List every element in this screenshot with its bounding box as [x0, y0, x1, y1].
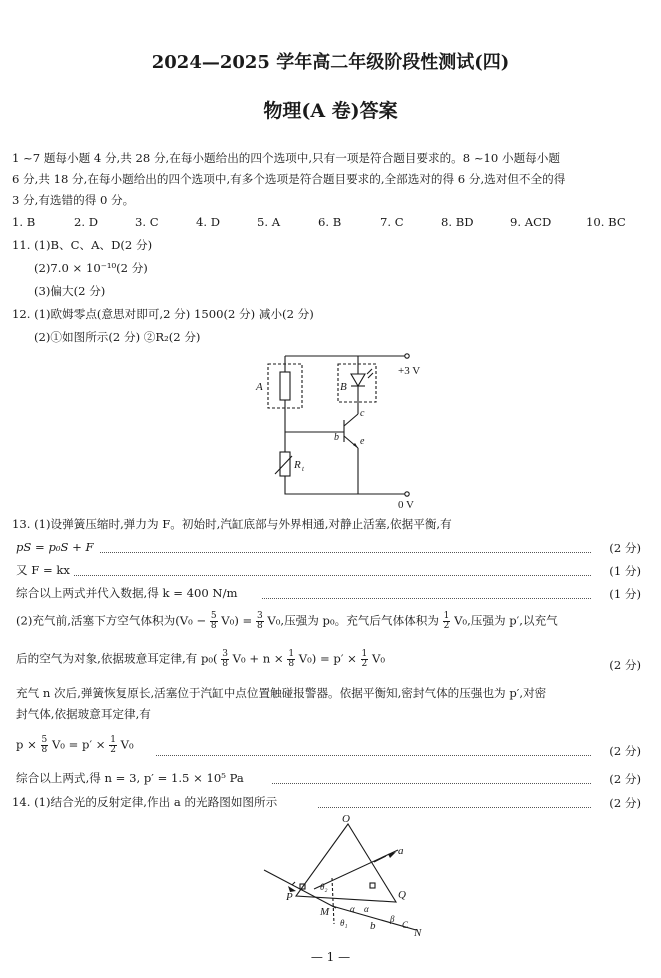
answer-7: 7. C [380, 215, 404, 229]
q13-line-9 [16, 736, 134, 755]
points-q13-boyle2: (2 分) [609, 744, 641, 758]
page-title: 2024—2025 学年高二年级阶段性测试(四) [151, 52, 510, 73]
leader-dots [272, 782, 591, 784]
circuit-label-0v: 0 V [398, 499, 414, 508]
answer-3: 3. C [135, 215, 159, 229]
q11-part1: 11. (1)B、C、A、D(2 分) [12, 238, 153, 252]
answer-6: 6. B [318, 215, 342, 229]
optics-label-c: C [402, 920, 409, 930]
q13-l5-a: (2)充气前,活塞下方空气体积为(V₀ − [16, 613, 207, 628]
optics-label-theta2: θ₂ [320, 882, 328, 892]
intro-line-3: 3 分,有选错的得 0 分。 [12, 193, 135, 207]
optics-label-o: O [342, 813, 350, 825]
fraction-1-2: $\frac{1}{2}$ [361, 649, 368, 669]
optics-label-theta1: θ₁ [340, 918, 348, 928]
fraction-1-2: $\frac{1}{2}$ [110, 735, 116, 755]
optics-label-m: M [320, 906, 330, 918]
leader-dots [156, 754, 591, 756]
circuit-label-base: b [334, 432, 339, 443]
answer-9: 9. ACD [510, 215, 552, 229]
answer-10: 10. BC [586, 215, 626, 229]
q13-line-6 [16, 650, 385, 669]
points-q13-result2: (2 分) [609, 772, 641, 786]
leader-dots [74, 574, 591, 576]
fraction-5-8: $\frac{5}{8}$ [210, 611, 217, 631]
points-q13-eq2: (1 分) [609, 564, 641, 578]
q12-part1: 12. (1)欧姆零点(意思对即可,2 分) 1500(2 分) 减小(2 分) [12, 307, 314, 321]
page-subtitle: 物理(A 卷)答案 [263, 100, 398, 122]
q13-l5-d: V₀,压强为 p′,以充气 [454, 613, 558, 628]
circuit-label-r: R [294, 459, 301, 471]
q13-l6-d: V₀ [371, 651, 385, 666]
leader-dots [262, 597, 591, 599]
circuit-label-3v: +3 V [398, 365, 421, 377]
fraction-3-8: $\frac{3}{8}$ [222, 649, 228, 669]
q13-line-2: pS = p₀S + F [16, 540, 94, 554]
points-q13-eq1: (2 分) [609, 541, 641, 555]
fraction-5-8: $\frac{5}{8}$ [41, 735, 48, 755]
points-q13-boyle1: (2 分) [609, 658, 641, 672]
q13-line-4: 综合以上两式并代入数据,得 k = 400 N/m [16, 586, 238, 600]
optics-label-alpha: α [350, 904, 355, 914]
q11-part3: (3)偏大(2 分) [34, 284, 106, 298]
circuit-label-c: c [360, 408, 365, 419]
q13-l9-a: p × [16, 737, 37, 752]
q13-l6-c: V₀) = p′ × [298, 651, 357, 666]
circuit-diagram [240, 348, 440, 508]
q13-l5-b: V₀) = [221, 613, 253, 628]
circuit-label-a: A [256, 381, 263, 393]
fraction-1-2: $\frac{1}{2}$ [443, 611, 450, 631]
leader-dots [100, 551, 591, 553]
q13-l9-b: V₀ = p′ × [51, 737, 106, 752]
fraction-3-8: $\frac{3}{8}$ [256, 611, 263, 631]
circuit-label-r-sub: t [302, 465, 304, 473]
circuit-label-b: B [340, 381, 347, 393]
q13-line-7: 充气 n 次后,弹簧恢复原长,活塞位于汽缸中点位置触碰报警器。依据平衡知,密封气体的压强也为 p′,对密 [16, 686, 547, 700]
q13-line-10: 综合以上两式,得 n = 3, p′ = 1.5 × 10⁵ Pa [16, 771, 244, 785]
page-number: — 1 — [310, 950, 351, 964]
q13-line-1: 13. (1)设弹簧压缩时,弹力为 F。初始时,汽缸底部与外界相通,对静止活塞,依据平衡,有 [12, 517, 452, 531]
fraction-1-8: $\frac{1}{8}$ [288, 649, 295, 669]
q13-line-5 [16, 612, 558, 631]
q13-l6-b: V₀ + n × [232, 651, 284, 666]
optics-label-a: a [398, 845, 404, 857]
optics-label-alpha-2: α [364, 904, 369, 914]
q13-l9-c: V₀ [120, 737, 134, 752]
optics-label-p: P [286, 891, 293, 903]
answer-8: 8. BD [441, 215, 474, 229]
q14-line-1: 14. (1)结合光的反射定律,作出 a 的光路图如图所示 [12, 795, 278, 809]
intro-line-1: 1 ~7 题每小题 4 分,共 28 分,在每小题给出的四个选项中,只有一项是符合题目要求的。8 ~10 小题每小题 [12, 151, 560, 165]
answer-5: 5. A [257, 215, 281, 229]
optics-label-n: N [414, 927, 422, 939]
optics-label-b: b [370, 920, 376, 932]
q13-l5-c: V₀,压强为 p₀。充气后气体体积为 [267, 613, 439, 628]
intro-line-2: 6 分,共 18 分,在每小题给出的四个选项中,有多个选项是符合题目要求的,全部选对的得 6 分,选对但不全的得 [12, 172, 566, 186]
optics-label-beta: β [390, 914, 395, 924]
points-q13-result1: (1 分) [609, 587, 641, 601]
answer-2: 2. D [74, 215, 99, 229]
q12-part2: (2)①如图所示(2 分) ②R₂(2 分) [34, 330, 201, 344]
points-q14-1: (2 分) [609, 796, 641, 810]
q13-l6-a: 后的空气为对象,依据玻意耳定律,有 p₀( [16, 651, 218, 666]
leader-dots [318, 806, 591, 808]
answer-4: 4. D [196, 215, 221, 229]
optics-diagram [256, 812, 436, 942]
circuit-label-e: e [360, 436, 365, 447]
answer-1: 1. B [12, 215, 36, 229]
q11-part2: (2)7.0 × 10⁻¹⁰(2 分) [34, 261, 148, 275]
optics-label-q: Q [398, 889, 406, 901]
q13-line-8: 封气体,依据玻意耳定律,有 [16, 707, 151, 721]
q13-line-3: 又 F = kx [16, 563, 70, 577]
